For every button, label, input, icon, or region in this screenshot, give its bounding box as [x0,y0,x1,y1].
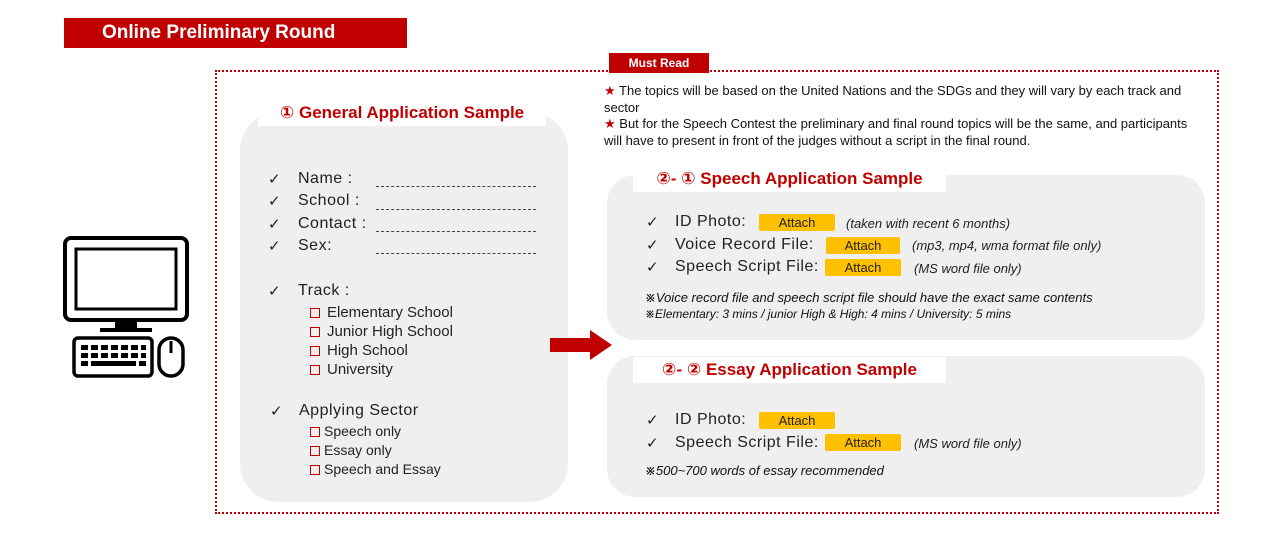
track-option-junior-high[interactable]: Junior High School [310,323,453,340]
track-option-university[interactable]: University [310,361,393,378]
page-title: Online Preliminary Round [64,18,407,48]
sector-option-essay[interactable]: Essay only [310,442,392,458]
contact-label: Contact : [298,215,367,232]
desktop-computer-icon [60,235,192,380]
check-icon: ✓ [268,171,281,188]
sex-field[interactable] [376,253,536,254]
id-photo-note: (taken with recent 6 months) [846,216,1011,231]
speech-script-note: (MS word file only) [914,261,1022,276]
check-icon: ✓ [646,259,659,276]
applying-sector-label: Applying Sector [299,402,419,419]
check-icon: ✓ [270,403,283,420]
checkbox[interactable] [310,446,320,456]
must-read-badge: Must Read [609,53,709,73]
name-field[interactable] [376,186,536,187]
track-option-high-school[interactable]: High School [310,342,408,359]
attach-speech-script-button[interactable]: Attach [825,259,901,276]
check-icon: ✓ [646,412,659,429]
essay-application-heading: ②- ② Essay Application Sample [633,357,946,383]
checkbox[interactable] [310,308,320,318]
voice-record-label: Voice Record File: [675,236,814,253]
checkbox[interactable] [310,465,320,475]
right-arrow-icon [550,330,612,360]
id-photo-label: ID Photo: [675,213,747,230]
general-application-heading: ① General Application Sample [258,100,546,126]
essay-id-photo-label: ID Photo: [675,411,747,428]
sector-option-speech[interactable]: Speech only [310,423,401,439]
attach-essay-script-button[interactable]: Attach [825,434,901,451]
checkbox[interactable] [310,346,320,356]
check-icon: ✓ [646,214,659,231]
check-icon: ✓ [268,283,281,300]
attach-id-photo-button[interactable]: Attach [759,214,835,231]
track-label: Track : [298,282,350,299]
check-icon: ✓ [646,435,659,452]
check-icon: ✓ [268,193,281,210]
checkbox[interactable] [310,327,320,337]
speech-note-1: ※Voice record file and speech script file should have the exact same contents [645,290,1093,305]
sector-option-both[interactable]: Speech and Essay [310,461,441,477]
attach-essay-id-photo-button[interactable]: Attach [759,412,835,429]
name-label: Name : [298,170,353,187]
sex-label: Sex: [298,237,333,254]
essay-script-label: Speech Script File: [675,434,819,451]
check-icon: ✓ [268,238,281,255]
speech-script-label: Speech Script File: [675,258,819,275]
attach-voice-record-button[interactable]: Attach [826,237,900,254]
note-item: ★ But for the Speech Contest the preliminary and final round topics will be the same, and participants will have to present in front of the judges without a script in the final round. [604,116,1188,148]
speech-note-2: ※Elementary: 3 mins / junior High & High: 4 mins / University: 5 mins [645,307,1012,321]
star-icon: ★ [604,83,616,98]
track-option-elementary[interactable]: Elementary School [310,304,453,321]
checkbox[interactable] [310,365,320,375]
essay-note: ※500~700 words of essay recommended [645,463,884,478]
essay-script-note: (MS word file only) [914,436,1022,451]
voice-record-note: (mp3, mp4, wma format file only) [912,238,1102,253]
check-icon: ✓ [646,237,659,254]
checkbox[interactable] [310,427,320,437]
school-label: School : [298,192,360,209]
note-item: ★ The topics will be based on the United Nations and the SDGs and they will vary by each track and sector [604,83,1182,115]
contact-field[interactable] [376,231,536,232]
check-icon: ✓ [268,216,281,233]
must-read-notes [604,83,1194,149]
star-icon: ★ [604,116,616,131]
speech-application-heading: ②- ① Speech Application Sample [633,166,946,192]
school-field[interactable] [376,209,536,210]
